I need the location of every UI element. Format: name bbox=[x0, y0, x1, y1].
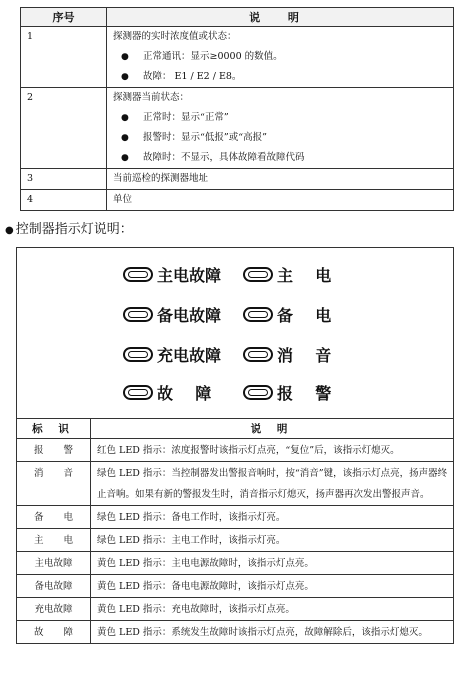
indicator-description: 黄色 LED 指示：系统发生故障时该指示灯点亮，故障解除后，该指示灯熄灭。 bbox=[91, 621, 454, 644]
led-indicator-icon bbox=[123, 307, 153, 322]
indicator-name: 主电故障 bbox=[17, 552, 91, 575]
status-description-table bbox=[20, 7, 454, 211]
table-row bbox=[17, 462, 454, 506]
table-row bbox=[17, 552, 454, 575]
indicator-name: 消音 bbox=[17, 462, 91, 506]
indicator-fault bbox=[123, 381, 211, 404]
column-header-description: 说 明 bbox=[91, 419, 454, 439]
indicator-label: 主 电 bbox=[277, 266, 332, 285]
bullet-item: ● 正常时：显示“正常” bbox=[113, 108, 449, 128]
table-row bbox=[17, 575, 454, 598]
row-description: 当前巡检的探测器地址 bbox=[107, 169, 454, 190]
indicator-description-table bbox=[16, 418, 454, 644]
indicator-name: 主电 bbox=[17, 529, 91, 552]
indicator-alarm bbox=[243, 381, 331, 404]
bullet-item: ● 故障： E1 / E2 / E8。 bbox=[113, 67, 449, 87]
indicator-label: 备 电 bbox=[277, 306, 332, 325]
column-header-index: 序号 bbox=[21, 8, 107, 27]
table-row bbox=[21, 169, 454, 190]
indicator-description: 绿色 LED 指示：主电工作时，该指示灯亮。 bbox=[91, 529, 454, 552]
led-indicator-icon bbox=[243, 347, 273, 362]
indicator-label: 主电故障 bbox=[157, 266, 222, 285]
indicator-name: 故障 bbox=[17, 621, 91, 644]
indicator-main-power bbox=[243, 263, 331, 286]
table-header-row bbox=[21, 8, 454, 27]
indicator-label: 故 障 bbox=[157, 384, 212, 403]
row-number: 1 bbox=[21, 27, 107, 88]
indicator-name: 充电故障 bbox=[17, 598, 91, 621]
indicator-panel bbox=[16, 247, 454, 419]
indicator-label: 备电故障 bbox=[157, 306, 222, 325]
led-indicator-icon bbox=[123, 267, 153, 282]
indicator-mute bbox=[243, 343, 331, 366]
row-title: 探测器的实时浓度值或状态： bbox=[113, 31, 237, 42]
led-indicator-icon bbox=[243, 307, 273, 322]
indicator-name: 备电故障 bbox=[17, 575, 91, 598]
row-number: 3 bbox=[21, 169, 107, 190]
table-row bbox=[17, 598, 454, 621]
indicator-description: 黄色 LED 指示：主电电源故障时，该指示灯点亮。 bbox=[91, 552, 454, 575]
table-row bbox=[17, 529, 454, 552]
indicator-label: 充电故障 bbox=[157, 346, 222, 365]
led-indicator-icon bbox=[123, 385, 153, 400]
bullet-item: ● 报警时：显示“低报”或“高报” bbox=[113, 128, 449, 148]
indicator-description: 绿色 LED 指示：当控制器发出警报音响时，按“消音”键，该指示灯点亮，扬声器终止音响。如果有新的警报发生时，消音指示灯熄灭，扬声器再次发出警报声音。 bbox=[91, 462, 454, 506]
table-row bbox=[17, 439, 454, 462]
indicator-backup-power bbox=[243, 303, 331, 326]
indicator-main-power-fault bbox=[123, 263, 221, 286]
table-row bbox=[17, 621, 454, 644]
row-description: 单位 bbox=[107, 190, 454, 211]
bullet-icon: ● bbox=[5, 225, 14, 236]
table-row bbox=[21, 88, 454, 169]
bullet-item: ● 故障时：不显示，具体故障看故障代码 bbox=[113, 148, 449, 168]
row-description bbox=[107, 88, 454, 169]
led-indicator-icon bbox=[243, 267, 273, 282]
indicator-label: 报 警 bbox=[277, 384, 332, 403]
section-title: 控制器指示灯说明： bbox=[15, 222, 133, 237]
indicator-label: 消 音 bbox=[277, 346, 332, 365]
led-indicator-icon bbox=[123, 347, 153, 362]
section-heading bbox=[5, 222, 133, 239]
row-title: 探测器当前状态： bbox=[113, 92, 190, 103]
row-description bbox=[107, 27, 454, 88]
indicator-name: 备电 bbox=[17, 506, 91, 529]
bullet-item: ● 正常通讯：显示≥0000 的数值。 bbox=[113, 47, 449, 67]
indicator-description: 绿色 LED 指示：备电工作时，该指示灯亮。 bbox=[91, 506, 454, 529]
indicator-backup-power-fault bbox=[123, 303, 221, 326]
table-row bbox=[17, 506, 454, 529]
table-row bbox=[21, 27, 454, 88]
table-row bbox=[21, 190, 454, 211]
row-number: 4 bbox=[21, 190, 107, 211]
table-header-row bbox=[17, 419, 454, 439]
indicator-description: 黄色 LED 指示：备电电源故障时，该指示灯点亮。 bbox=[91, 575, 454, 598]
column-header-label: 标 识 bbox=[17, 419, 91, 439]
indicator-name: 报警 bbox=[17, 439, 91, 462]
indicator-description: 红色 LED 指示：浓度报警时该指示灯点亮，“复位”后，该指示灯熄灭。 bbox=[91, 439, 454, 462]
indicator-description: 黄色 LED 指示：充电故障时，该指示灯点亮。 bbox=[91, 598, 454, 621]
column-header-description: 说 明 bbox=[107, 8, 454, 27]
led-indicator-icon bbox=[243, 385, 273, 400]
row-number: 2 bbox=[21, 88, 107, 169]
indicator-charge-fault bbox=[123, 343, 221, 366]
